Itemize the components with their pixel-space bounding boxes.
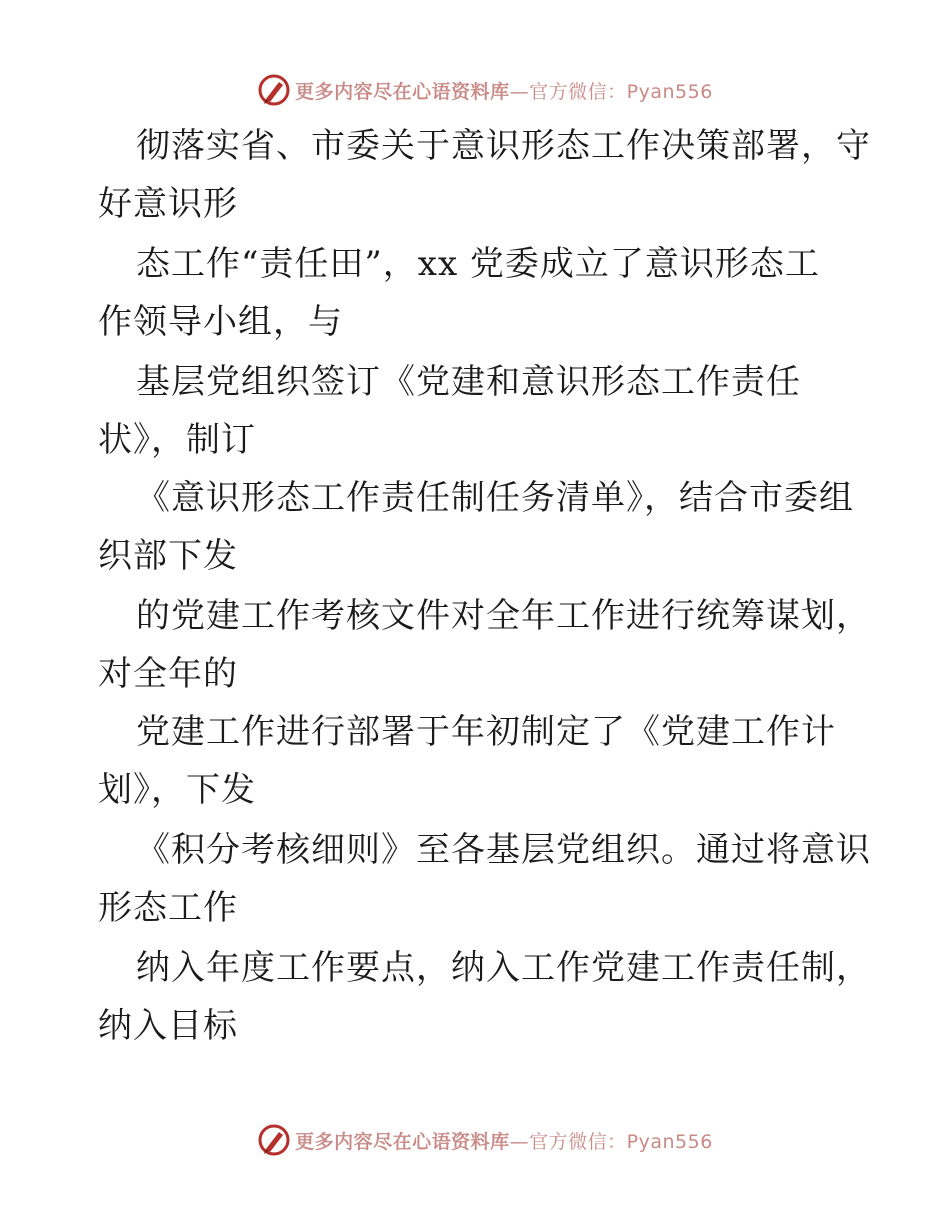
banner-dash: —: [509, 1130, 530, 1153]
contact-text: 官方微信：Pyan556: [529, 80, 713, 103]
pen-logo-icon: [257, 1123, 291, 1157]
text-line: 基层党组织签订《党建和意识形态工作责任: [136, 362, 801, 402]
header-banner: [0, 70, 950, 110]
contact-text: 官方微信：Pyan556: [529, 1130, 713, 1153]
footer-banner: [0, 1120, 950, 1160]
text-line: 纳入年度工作要点，纳入工作党建工作责任制，: [136, 948, 871, 988]
text-line: 彻落实省、市委关于意识形态工作决策部署，守: [136, 126, 871, 166]
site-name: 更多内容尽在心语资料库: [295, 80, 510, 103]
footer-banner-content: [257, 1123, 713, 1157]
header-banner-content: [257, 73, 713, 107]
text-line: 好意识形: [98, 184, 238, 224]
text-line: 党建工作进行部署于年初制定了《党建工作计: [136, 712, 836, 752]
pen-logo-icon: [257, 73, 291, 107]
text-line: 织部下发: [98, 536, 238, 576]
text-line: 划》，下发: [98, 770, 256, 810]
text-line: 纳入目标: [98, 1006, 238, 1046]
text-line: 《积分考核细则》至各基层党组织。通过将意识: [136, 830, 871, 870]
text-line: 作领导小组，与: [98, 302, 343, 342]
text-line: 状》，制订: [98, 420, 256, 460]
text-line: 的党建工作考核文件对全年工作进行统筹谋划，: [136, 596, 871, 636]
banner-dash: —: [509, 80, 530, 103]
text-line: 形态工作: [98, 888, 238, 928]
text-line: 态工作“责任田”，xx 党委成立了意识形态工: [136, 244, 820, 284]
banner-text: [295, 1127, 713, 1154]
text-line: 对全年的: [98, 654, 238, 694]
text-line: 《意识形态工作责任制任务清单》，结合市委组: [136, 478, 854, 518]
banner-text: [295, 77, 713, 104]
site-name: 更多内容尽在心语资料库: [295, 1130, 510, 1153]
